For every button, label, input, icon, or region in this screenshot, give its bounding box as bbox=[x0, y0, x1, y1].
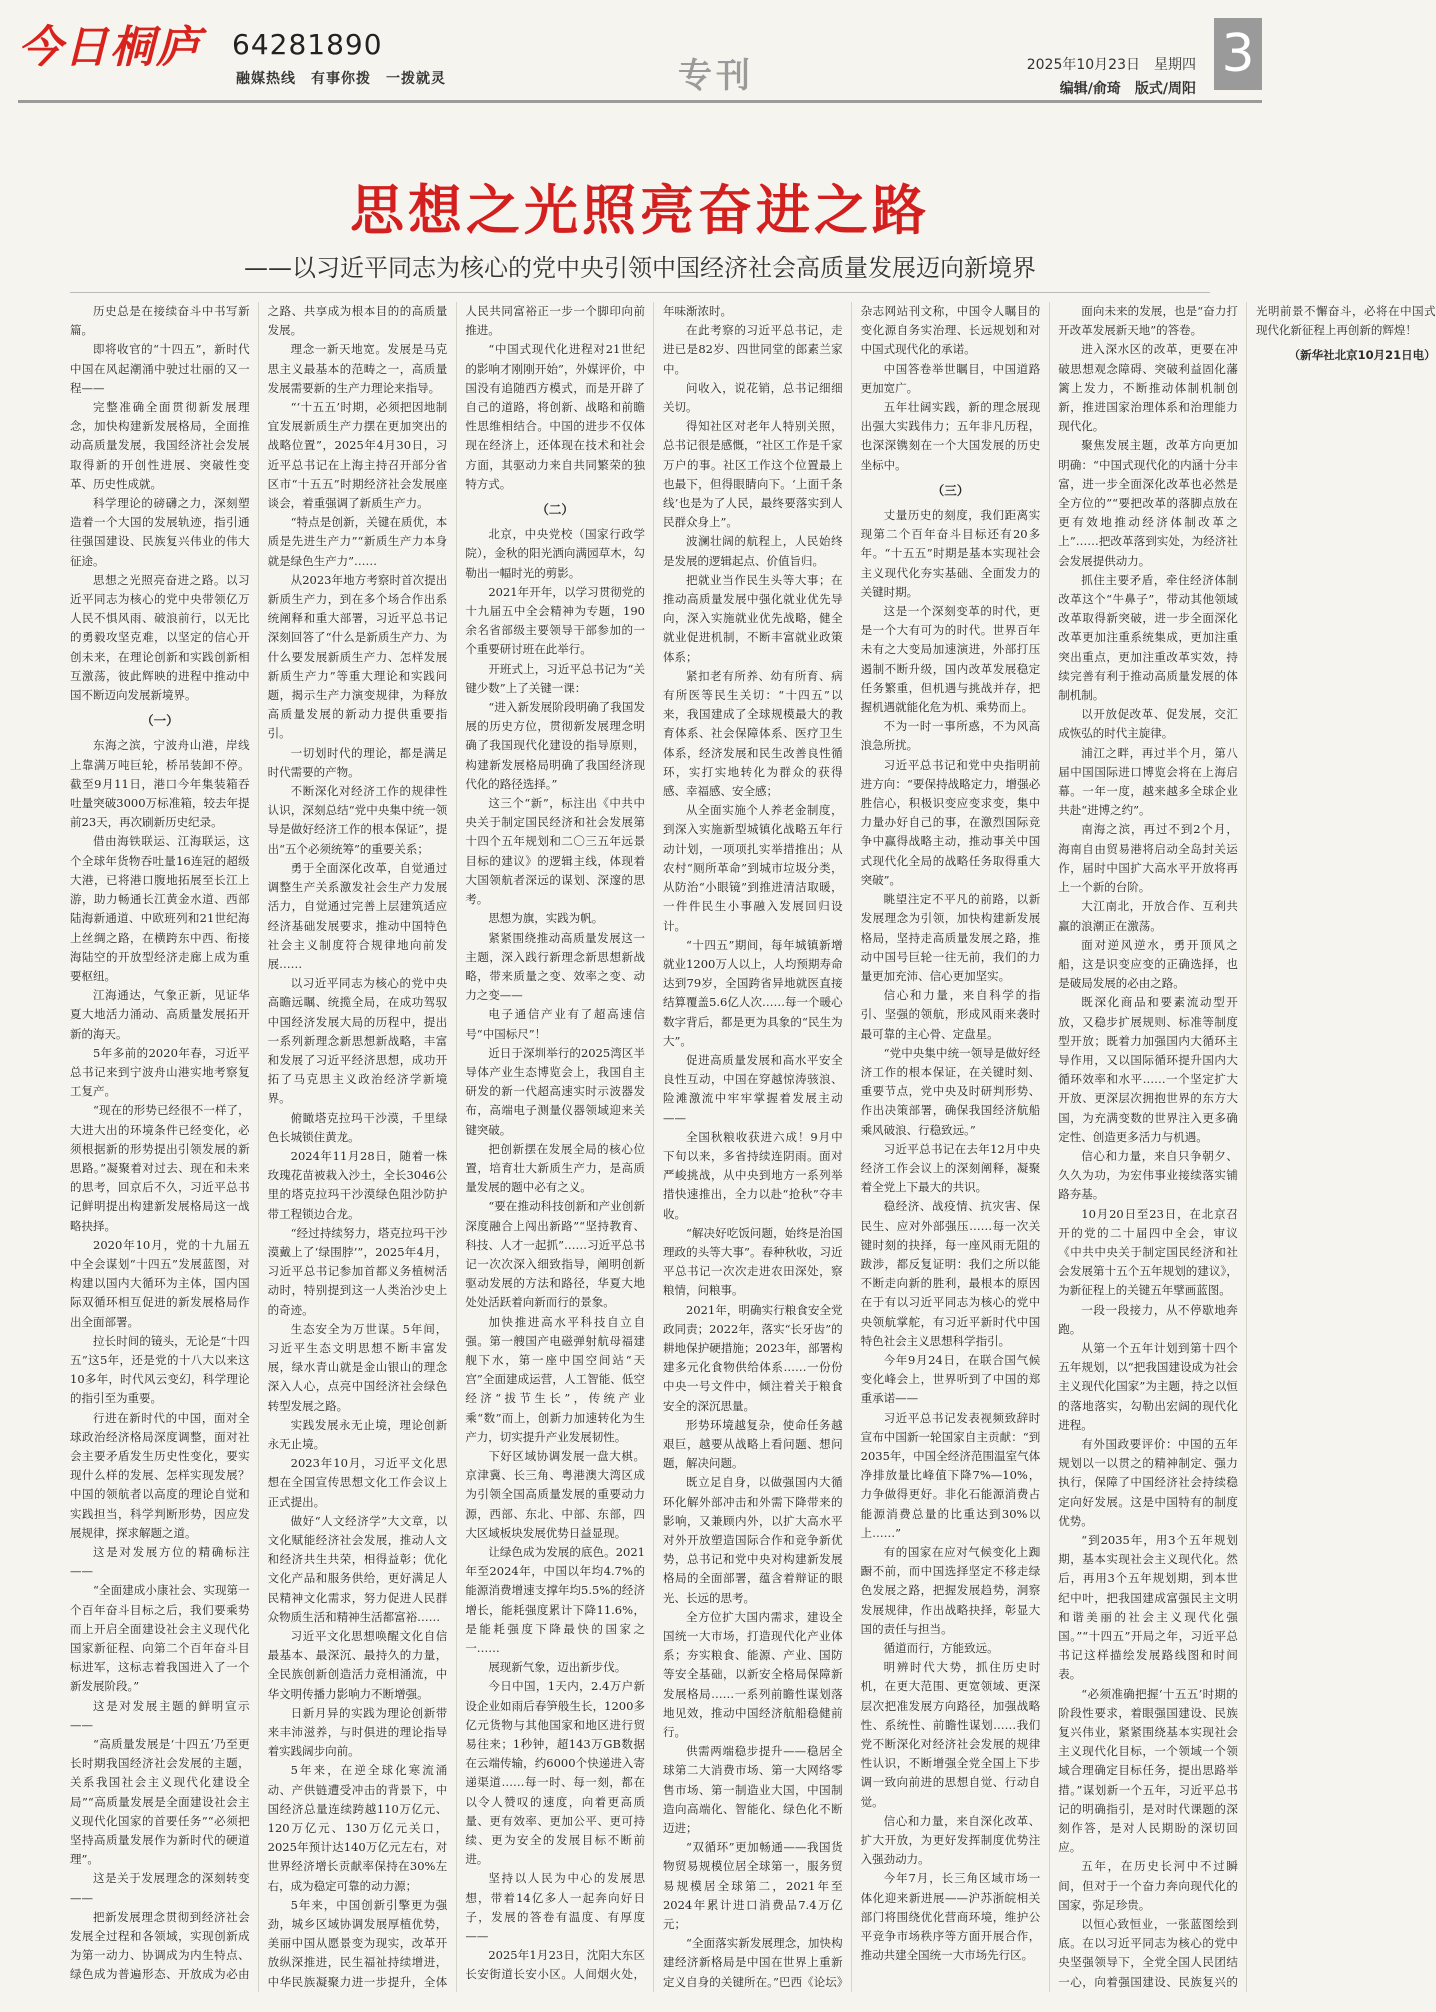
article-paragraph: 这三个“新”，标注出《中共中央关于制定国民经济和社会发展第十四个五年规划和二〇三五年远景目标的建议》的逻辑主线，体现着大国领航者深远的谋划、深邃的思考。 bbox=[465, 796, 645, 907]
article-paragraph: 浦江之畔，再过半个月，第八届中国国际进口博览会将在上海启幕。一年一度，越来越多全球企业共赴“进博之约”。 bbox=[1058, 745, 1238, 818]
article-paragraph: 不断深化对经济工作的规律性认识，深刻总结“党中央集中统一领导是做好经济工作的根本保证”，提出“五个必须统筹”的重要关系； bbox=[267, 784, 448, 856]
article-paragraph: 借由海铁联运、江海联运，这个全球年货物吞吐量16连冠的超级大港，已将港口腹地拓展至长江上游，助力畅通长江黄金水道、西部陆海新通道、中欧班列和21世纪海上丝绸之路，在横跨东中西、衔接海陆空的开放型经济走廊上成为重要枢纽。 bbox=[70, 834, 250, 983]
article-paragraph: 进入深水区的改革，更要在冲破思想观念障碍、突破利益固化藩篱上发力，不断推动体制机制创新，推进国家治理体系和治理能力现代化。 bbox=[1058, 342, 1238, 434]
article-subheadline: ——以习近平同志为核心的党中央引领中国经济社会高质量发展迈向新境界 bbox=[244, 254, 1036, 282]
article-headline: 思想之光照亮奋进之路 bbox=[350, 179, 930, 242]
article-paragraph: 习近平文化思想唤醒文化自信最基本、最深沉、最持久的力量，全民族创新创造活力竞相涌流，中华文明传播力影响力不断增强。 bbox=[267, 1629, 448, 1701]
article-paragraph: 五年，在历史长河中不过瞬间，但对于一个奋力奔向现代化的国家，弥足珍贵。 bbox=[1058, 1859, 1238, 1912]
masthead bbox=[18, 18, 1262, 98]
article-paragraph: 拉长时间的镜头，无论是“十四五”这5年，还是党的十八大以来这10多年，时代风云变幻，科学理论的指引至为重要。 bbox=[70, 1333, 250, 1406]
article-paragraph: 把就业当作民生头等大事；在推动高质量发展中强化就业优先导向，深入实施就业优先战略，健全就业促进机制，不断丰富就业政策体系； bbox=[662, 572, 843, 664]
article-paragraph: 以开放促改革、促发展，交汇成恢弘的时代主旋律。 bbox=[1058, 707, 1238, 741]
section-heading: （三） bbox=[931, 482, 970, 498]
article-paragraph: 有外国政要评价：中国的五年规划以一以贯之的精神制定、强力执行，保障了中国经济社会持续稳定向好发展。这是中国特有的制度优势。 bbox=[1058, 1436, 1238, 1528]
article-paragraph: 从全面实施个人养老金制度，到深入实施新型城镇化战略五年行动计划，一项项扎实举措推出；从农村“厕所革命”到城市垃圾分类，从防治“小眼镜”到推进清洁取暖，一件件民生小事融入发展回归设计。 bbox=[662, 803, 843, 933]
article-paragraph: 形势环境越复杂，使命任务越艰巨，越要从战略上看问题、想问题，解决问题。 bbox=[662, 1417, 843, 1471]
article-paragraph: 大江南北，开放合作、互利共赢的浪潮正在激荡。 bbox=[1058, 899, 1238, 933]
article-paragraph: 五年壮阔实践，新的理念展现出强大实践伟力；五年非凡历程，也深深镌刻在一个大国发展的历史坐标中。 bbox=[860, 400, 1041, 472]
article-paragraph: 既深化商品和要素流动型开放，又稳步扩展规则、标准等制度型开放；既着力加强国内大循环主导作用，又以国际循环提升国内大循环效率和水平……一个坚定扩大开放、更深层次拥抱世界的东方大国，为充满变数的世界注入更多确定性、创造更多活力与机遇。 bbox=[1058, 995, 1238, 1144]
article-paragraph: 展现新气象，迈出新步伐。 bbox=[488, 1660, 627, 1675]
article-paragraph: 以习近平同志为核心的党中央高瞻远瞩、统揽全局，在成功驾驭中国经济发展大局的历程中，提出一系列新理念新思想新战略，丰富和发展了习近平经济思想，成功开拓了马克思主义政治经济学新境界。 bbox=[267, 976, 448, 1106]
article-paragraph: 完整准确全面贯彻新发展理念，加快构建新发展格局，全面推动高质量发展，我国经济社会发展取得新的开创性进展、突破性变革、历史性成就。 bbox=[70, 400, 250, 491]
article-paragraph: 从2023年地方考察时首次提出新质生产力，到在多个场合作出系统阐释和重大部署，习近平总书记深刻回答了“什么是新质生产力、为什么要发展新质生产力、怎样发展新质生产力”等重大理论和实践问题，揭示生产力演变规律，为释放高质量发展的新动力提供重要指引。 bbox=[267, 572, 448, 741]
article-paragraph: 不为一时一事所惑，不为风高浪急所扰。 bbox=[860, 719, 1041, 753]
article-paragraph: 坚持以人民为中心的发展思想，带着14亿多人一起奔向好日子，发展的答卷有温度、有厚度—— bbox=[465, 1871, 645, 1944]
article-paragraph: “高质量发展是‘十四五’乃至更长时期我国经济社会发展的主题，关系我国社会主义现代化建设全局”“高质量发展是全面建设社会主义现代化国家的首要任务”“必须把坚持高质量发展作为新时代的硬道理”。 bbox=[70, 1737, 250, 1867]
issue-date: 2025年10月23日 星期四 bbox=[1026, 57, 1196, 73]
article-paragraph: 近日于深圳举行的2025湾区半导体产业生态博览会上，我国自主研发的新一代超高速实时示波器发布，高端电子测量仪器领域迎来关键突破。 bbox=[465, 1045, 645, 1137]
article-paragraph: 在此考察的习近平总书记，走进已是82岁、四世同堂的郎素兰家中。 bbox=[662, 323, 843, 376]
article-paragraph: 循道而行，方能致远。 bbox=[883, 1641, 999, 1656]
article-paragraph: 这是对发展主题的鲜明宣示—— bbox=[70, 1698, 250, 1732]
article-paragraph: 科学理论的磅礴之力，深刻塑造着一个大国的发展轨迹，指引通往强国建设、民族复兴伟业的伟大征途。 bbox=[70, 496, 250, 568]
article-paragraph: 习近平总书记在去年12月中央经济工作会议上的深刻阐释，凝聚着全党上下最大的共识。 bbox=[860, 1141, 1041, 1195]
article-paragraph: 让绿色成为发展的底色。2021年至2024年，中国以年均4.7%的能源消费增速支撑年均5.5%的经济增长，能耗强度累计下降11.6%，是能耗强度下降最快的国家之一…… bbox=[465, 1545, 645, 1656]
article-paragraph: 南海之滨，再过不到2个月，海南自由贸易港将启动全岛封关运作，届时中国扩大高水平开放将再上一个新的台阶。 bbox=[1058, 822, 1238, 895]
article-paragraph: “现在的形势已经很不一样了，大进大出的环境条件已经变化，必须根据新的形势提出引领发展的新思路。”凝聚着对过去、现在和未来的思考，回京后不久，习近平总书记鲜明提出构建新发展格局这一战略抉择。 bbox=[70, 1103, 250, 1233]
article-paragraph: 思想为旗，实践为帆。 bbox=[488, 911, 604, 926]
article-paragraph: “解决好吃饭问题，始终是治国理政的头等大事”。春种秋收，习近平总书记一次次走进农田深处，察粮情，问粮事。 bbox=[662, 1225, 843, 1298]
article-paragraph: 抓住主要矛盾，牵住经济体制改革这个“牛鼻子”，带动其他领域改革取得新突破，进一步全面深化改革更加注重系统集成，更加注重突出重点，更加注重改革实效，持续完善有利于推动高质量发展的体制机制。 bbox=[1058, 572, 1238, 703]
article-paragraph: 把新发展理念贯彻到经济社会发展全过程和各领域，实现创新成为第一动力、协调成为内生特点、绿色成为普遍形态、开放成为必由之路、共享成为根本目的的高质量发展。 bbox=[70, 304, 448, 1982]
article-paragraph: 5年来，中国创新引擎更为强劲，城乡区域协调发展厚植优势，美丽中国从愿景变为现实，改革开放纵深推进，民生福祉持续增进，中华民族凝聚力进一步提升，全体人民共同富裕正一步一个脚印向前推进。 bbox=[267, 304, 645, 1989]
article-paragraph: 今年7月，长三角区域市场一体化迎来新进展——沪苏浙皖相关部门将围绕优化营商环境，维护公平竞争市场秩序等方面开展合作，推动共建全国统一大市场先行区。 bbox=[860, 1871, 1041, 1963]
article-paragraph: 2024年11月28日，随着一株玫瑰花苗被栽入沙土，全长3046公里的塔克拉玛干沙漠绿色阻沙防护带工程锁边合龙。 bbox=[267, 1148, 448, 1221]
article-paragraph: 全国秋粮收获进六成！9月中下旬以来，多省持续连阴雨。面对严峻挑战，从中央到地方一系列举措快速推出，全力以赴“抢秋”夺丰收。 bbox=[662, 1129, 843, 1221]
article-paragraph: 既立足自身，以做强国内大循环化解外部冲击和外需下降带来的影响，又兼顾内外，以扩大高水平对外开放塑造国际合作和竞争新优势，总书记和党中央对构建新发展格局的全面部署，蕴含着辩证的眼光、长远的思考。 bbox=[662, 1475, 843, 1605]
article-paragraph: 明辨时代大势，抓住历史时机，在更大范围、更宽领域、更深层次把准发展方向路径，加强战略性、系统性、前瞻性谋划……我们党不断深化对经济社会发展的规律性认识，不断增强全党全国上下步调一致向前进的思想自觉、行动自觉。 bbox=[860, 1660, 1041, 1809]
section-heading: （一） bbox=[141, 713, 179, 729]
article-paragraph: 稳经济、战疫情、抗灾害、保民生、应对外部强压……每一次关键时刻的抉择，每一座风雨无阻的跋涉，都反复证明：我们之所以能不断走向新的胜利，最根本的原因在于有以习近平同志为核心的党中央领航掌舵，有习近平新时代中国特色社会主义思想科学指引。 bbox=[860, 1199, 1041, 1348]
article-paragraph: 实践发展永无止境，理论创新永无止境。 bbox=[267, 1417, 448, 1451]
article-paragraph: 电子通信产业有了超高速信号“中国标尺”！ bbox=[465, 1007, 645, 1041]
article-paragraph: 今年9月24日，在联合国气候变化峰会上，世界听到了中国的郑重承诺—— bbox=[860, 1352, 1041, 1406]
article-paragraph: 做好“人文经济学”大文章，以文化赋能经济社会发展，推动人文和经济共生共荣，相得益彰；优化文化产品和服务供给，更好满足人民精神文化需求，努力促进人民群众物质生活和精神生活都富裕…… bbox=[267, 1513, 448, 1624]
article-paragraph: “必须准确把握‘十五五’时期的阶段性要求，着眼强国建设、民族复兴伟业，紧紧围绕基本实现社会主义现代化目标，一个领域一个领域合理确定目标任务，提出思路举措。”谋划新一个五年，习近平总书记的明确指引，是对时代课题的深刻作答，是对人民期盼的深切回应。 bbox=[1058, 1686, 1238, 1855]
article-paragraph: 信心和力量，来自只争朝夕、久久为功，为宏伟事业接续落实铺路夯基。 bbox=[1058, 1148, 1238, 1202]
article-paragraph: 江海通达，气象正新，见证华夏大地活力涌动、高质量发展拓开新的海天。 bbox=[70, 988, 250, 1041]
article-paragraph: 今日中国，1天内，2.4万户新设企业如雨后春笋般生长，1200多亿元货物与其他国家和地区进行贸易往来；1秒钟，超143万GB数据在云端传输，约6000个快递进入寄递渠道……每一时、每一刻，都在以令人赞叹的速度，向着更高质量、更有效率、更加公平、更可持续、更为安全的发展目标不断前进。 bbox=[465, 1679, 645, 1867]
article-paragraph: 2021年开年，以学习贯彻党的十九届五中全会精神为专题，190余名省部级主要领导干部参加的一个重要研讨班在此举行。 bbox=[465, 584, 645, 657]
article-paragraph: “要在推动科技创新和产业创新深度融合上闯出新路”“坚持教育、科技、人才一起抓”……习近平总书记一次次深入细致指导，阐明创新驱动发展的方法和路径，华夏大地处处活跃着向新而行的景象。 bbox=[465, 1199, 645, 1310]
article-paragraph: 思想之光照亮奋进之路。以习近平同志为核心的党中央带领亿万人民不惧风雨、破浪前行，以无比的勇毅攻坚克难，以坚定的信心开创未来，在理论创新和实践创新相互激荡，彼此辉映的进程中推动中国不断迈向发展新境界。 bbox=[70, 572, 250, 703]
article-paragraph: 2020年10月，党的十九届五中全会谋划“十四五”发展蓝图，对构建以国内大循环为主体，国内国际双循环相互促进的新发展格局作出全面部署。 bbox=[70, 1237, 250, 1329]
article-paragraph: 2021年，明确实行粮食安全党政同责；2022年，落实“长牙齿”的耕地保护硬措施；2023年，部署构建多元化食物供给体系……一份份中央一号文件中，倾注着关于粮食安全的深沉思量。 bbox=[662, 1302, 843, 1413]
article-dateline: （新华社北京10月21日电） bbox=[1288, 348, 1436, 363]
article-paragraph: “到2035年，用3个五年规划期，基本实现社会主义现代化。然后，再用3个五年规划期，到本世纪中叶，把我国建成富强民主文明和谐美丽的社会主义现代化强国。”“十四五”开局之年，习近平总书记这样描绘发展路线图和时间表。 bbox=[1058, 1533, 1238, 1682]
article-paragraph: 理念一新天地宽。发展是马克思主义最基本的范畴之一，高质量发展需要新的生产力理论来指导。 bbox=[267, 342, 448, 395]
article-paragraph: 5年多前的2020年春，习近平总书记来到宁波舟山港实地考察复工复产。 bbox=[70, 1045, 250, 1099]
article-paragraph: 中国答卷举世瞩目，中国道路更加宽广。 bbox=[860, 361, 1041, 395]
article-paragraph: 有的国家在应对气候变化上踟蹰不前，而中国选择坚定不移走绿色发展之路，把握发展趋势，洞察发展规律，作出战略抉择，彰显大国的责任与担当。 bbox=[860, 1545, 1041, 1636]
article-paragraph: 以恒心致恒业，一张蓝图绘到底。在以习近平同志为核心的党中央坚强领导下，全党全国人民团结一心，向着强国建设、民族复兴的光明前景不懈奋斗，必将在中国式现代化新征程上再创新的辉煌！ bbox=[1058, 304, 1436, 1989]
article-paragraph: 加快推进高水平科技自立自强。第一艘国产电磁弹射航母福建舰下水，第一座中国空间站“天宫”全面建成运营，人工智能、低空经济“拔节生长”，传统产业乘“数”而上，创新力加速转化为生产力，切实提升产业发展韧性。 bbox=[465, 1314, 645, 1444]
headline-divider bbox=[70, 292, 1210, 293]
section-name: 专刊 bbox=[678, 56, 754, 96]
article-paragraph: 紧扣老有所养、幼有所育、病有所医等民生关切：“十四五”以来，我国建成了全球规模最大的教育体系、社会保障体系、医疗卫生体系，经济发展和民生改善良性循环，实打实地转化为群众的获得感、幸福感、安全感； bbox=[662, 668, 843, 799]
article-paragraph: 把创新摆在发展全局的核心位置，培育壮大新质生产力，是高质量发展的题中必有之义。 bbox=[465, 1141, 645, 1195]
article-paragraph: 生态安全为万世谋。5年间，习近平生态文明思想不断丰富发展，绿水青山就是金山银山的理念深入人心，点亮中国经济社会绿色转型发展之路。 bbox=[267, 1321, 448, 1413]
article-paragraph: 即将收官的“十四五”，新时代中国在风起潮涌中驶过壮丽的又一程—— bbox=[70, 342, 250, 395]
article-paragraph: 问收入，说花销，总书记细细关切。 bbox=[662, 380, 843, 415]
article-paragraph: 聚焦发展主题，改革方向更加明确：“中国式现代化的内涵十分丰富，进一步全面深化改革也必然是全方位的”“要把改革的落脚点放在更有效地推动经济体制改革之上”……把改革落到实处，为经济社会发展提供动力。 bbox=[1058, 438, 1238, 568]
article-paragraph: 眺望注定不平凡的前路，以新发展理念为引领，加快构建新发展格局，坚持走高质量发展之路，推动中国号巨轮一往无前，我们的力量更加充沛、信心更加坚实。 bbox=[860, 892, 1041, 983]
masthead-divider bbox=[18, 100, 1262, 103]
article-paragraph: 一切划时代的理论，都是满足时代需要的产物。 bbox=[267, 745, 448, 779]
article-paragraph: 日新月异的实践为理论创新带来丰沛滋养，与时俱进的理论指导着实践阔步向前。 bbox=[267, 1705, 448, 1759]
article-paragraph: 得知社区对老年人特别关照，总书记很是感慨，“社区工作是千家万户的事。社区工作这个位置最上也最下，但得眼睛向下。‘上面千条线’也是为了人民，最终要落实到人民群众身上”。 bbox=[662, 419, 843, 530]
article-paragraph: 习近平总书记和党中央指明前进方向：“要保持战略定力，增强必胜信心，积极识变应变求变，集中力量办好自己的事，在激烈国际竞争中赢得战略主动，推动事关中国式现代化全局的战略任务取得重大突破”。 bbox=[860, 757, 1041, 887]
article-paragraph: 5年来，在逆全球化寒流涌动、产供链遭受冲击的背景下，中国经济总量连续跨越110万亿元、120万亿元、130万亿元关口，2025年预计达140万亿元左右，对世界经济增长贡献率保持在30%左右，成为稳定可靠的动力源； bbox=[267, 1763, 448, 1893]
article-paragraph: “双循环”更加畅通——我国货物贸易规模位居全球第一，服务贸易规模居全球第二，2021年至2024年累计进口消费品7.4万亿元； bbox=[662, 1840, 843, 1932]
hotline-slogan: 融媒热线 有事你拨 一拨就灵 bbox=[236, 71, 446, 87]
article-paragraph: 这是关于发展理念的深刻转变—— bbox=[70, 1871, 250, 1905]
article-paragraph: “‘十五五’时期，必须把因地制宜发展新质生产力摆在更加突出的战略位置”，2025年4月30日，习近平总书记在上海主持召开部分省区市“十五五”时期经济社会发展座谈会，着重强调了新质生产力。 bbox=[267, 400, 448, 511]
section-heading: （二） bbox=[536, 502, 574, 518]
article-paragraph: “全面建成小康社会、实现第一个百年奋斗目标之后，我们要乘势而上开启全面建设社会主义现代化国家新征程、向第二个百年奋斗目标进军，这标志着我国进入了一个新发展阶段。” bbox=[70, 1583, 250, 1694]
article-paragraph: 行进在新时代的中国，面对全球政治经济格局深度调整，面对社会主要矛盾发生历史性变化，要实现什么样的发展、怎样实现发展？中国的领航者以高度的理论自觉和实践担当，科学判断形势，因应发展规律，探求解题之道。 bbox=[70, 1410, 250, 1540]
article-paragraph: 东海之滨，宁波舟山港，岸线上靠满万吨巨轮，桥吊装卸不停。截至9月11日，港口今年集装箱吞吐量突破3000万标准箱，较去年提前23天，再次刷新历史纪录。 bbox=[70, 738, 250, 830]
article-paragraph: 这是对发展方位的精确标注—— bbox=[70, 1545, 250, 1579]
article-paragraph: 2023年10月，习近平文化思想在全国宣传思想文化工作会议上正式提出。 bbox=[267, 1456, 448, 1509]
article-paragraph: 从第一个五年计划到第十四个五年规划，以“把我国建设成为社会主义现代化国家”为主题，持之以恒的落地落实，勾勒出宏阔的现代化进程。 bbox=[1058, 1340, 1238, 1432]
article-paragraph: 面对逆风逆水，勇开顶风之船，这是识变应变的正确选择，也是破局发展的必由之路。 bbox=[1058, 937, 1238, 991]
article-paragraph: 信心和力量，来自深化改革、扩大开放，为更好发挥制度优势注入强劲动力。 bbox=[860, 1813, 1041, 1867]
article-paragraph: 面向未来的发展，也是“奋力打开改革发展新天地”的答卷。 bbox=[1058, 304, 1238, 338]
article-paragraph: 开班式上，习近平总书记为“关键少数”上了关键一课： bbox=[465, 661, 645, 695]
article-paragraph: 俯瞰塔克拉玛干沙漠，千里绿色长城锁住黄龙。 bbox=[267, 1110, 448, 1144]
article-paragraph: 全方位扩大国内需求，建设全国统一大市场，打造现代化产业体系；夯实粮食、能源、产业、国防等安全基础，以新安全格局保障新发展格局……一系列前瞻性谋划落地见效，推动中国经济航船稳健前行。 bbox=[662, 1609, 843, 1740]
article-paragraph: 这是一个深刻变革的时代，更是一个大有可为的时代。世界百年未有之大变局加速演进，外部打压遏制不断升级，国内改革发展稳定任务繁重，但机遇与挑战并存，把握机遇就能化危为机、乘势而上。 bbox=[860, 604, 1041, 715]
newspaper-logo: 今日桐庐 bbox=[18, 22, 202, 73]
article-paragraph: 一段一段接力，从不停歇地奔跑。 bbox=[1058, 1302, 1238, 1336]
page-number: 3 bbox=[1214, 18, 1262, 90]
article-paragraph: 信心和力量，来自科学的指引、坚强的领航，形成风雨来袭时最可靠的主心骨、定盘星。 bbox=[860, 988, 1041, 1041]
article-paragraph: “进入新发展阶段明确了我国发展的历史方位，贯彻新发展理念明确了我国现代化建设的指导原则，构建新发展格局明确了我国经济现代化的路径选择。” bbox=[465, 700, 645, 791]
editor-credits: 编辑/俞琦 版式/周阳 bbox=[1059, 81, 1196, 97]
article-paragraph: 勇于全面深化改革，自觉通过调整生产关系激发社会生产力发展活力，自觉通过完善上层建筑适应经济基础发展要求，推动中国特色社会主义制度符合规律地向前发展…… bbox=[267, 860, 448, 971]
article-paragraph: 供需两端稳步提升——稳居全球第二大消费市场、第一大网络零售市场、第一制造业大国，中国制造向高端化、智能化、绿色化不断迈进； bbox=[662, 1744, 843, 1836]
article-paragraph: “党中央集中统一领导是做好经济工作的根本保证，在关键时刻、重要节点，党中央及时研判形势、作出决策部署，确保我国经济航船乘风破浪、行稳致远。” bbox=[860, 1045, 1041, 1137]
article-paragraph: 丈量历史的刻度，我们距离实现第二个百年奋斗目标还有20多年。“十五五”时期是基本实现社会主义现代化夯实基础、全面发力的关键时期。 bbox=[860, 508, 1041, 599]
article-paragraph: 促进高质量发展和高水平安全良性互动，中国在穿越惊涛骇浪、险滩激流中牢牢掌握着发展主动—— bbox=[662, 1052, 843, 1125]
article-paragraph: 历史总是在接续奋斗中书写新篇。 bbox=[70, 304, 250, 338]
article-paragraph: 波澜壮阔的航程上，人民始终是发展的逻辑起点、价值旨归。 bbox=[662, 534, 843, 568]
article-paragraph: 北京，中央党校（国家行政学院），金秋的阳光洒向满园草木，勾勒出一幅时光的剪影。 bbox=[465, 527, 645, 580]
article-paragraph: “特点是创新，关键在质优，本质是先进生产力”“新质生产力本身就是绿色生产力”…… bbox=[267, 515, 448, 568]
hotline-number: 64281890 bbox=[232, 28, 383, 61]
article-paragraph: 10月20日至23日，在北京召开的党的二十届四中全会，审议《中共中央关于制定国民经济和社会发展第十五个五年规划的建议》，为新征程上的关键五年擘画蓝图。 bbox=[1058, 1206, 1238, 1298]
article-paragraph: “经过持续努力，塔克拉玛干沙漠戴上了‘绿围脖’”，2025年4月，习近平总书记参加首都义务植树活动时，特别提到这一人类治沙史上的奇迹。 bbox=[267, 1225, 448, 1317]
article-paragraph: 紧紧围绕推动高质量发展这一主题，深入践行新理念新思想新战略，带来质量之变、效率之变、动力之变—— bbox=[465, 930, 645, 1003]
article-body bbox=[70, 302, 1436, 1992]
article-paragraph: “中国式现代化进程对21世纪的影响才刚刚开始”，外媒评价，中国没有追随西方模式，而是开辟了自己的道路，将创新、战略和前瞻性思维相结合。中国的进步不仅体现在经济上，还体现在技术和社会方面，其驱动力来自共同繁荣的独特方式。 bbox=[465, 342, 645, 491]
article-paragraph: “全面落实新发展理念，加快构建经济新格局是中国在世界上重新定义自身的关键所在。”巴西《论坛》杂志网站刊文称，中国令人瞩目的变化源自务实治理、长远规划和对中国式现代化的承诺。 bbox=[662, 304, 1041, 1989]
article-paragraph: 习近平总书记发表视频致辞时宣布中国新一轮国家自主贡献：“到2035年，中国全经济范围温室气体净排放量比峰值下降7%—10%，力争做得更好。非化石能源消费占能源消费总量的比重达到30%以上……” bbox=[860, 1410, 1041, 1540]
article-paragraph: 2025年1月23日，沈阳大东区长安街道长安小区。人间烟火处，年味渐浓时。 bbox=[465, 304, 732, 1982]
article-paragraph: 下好区域协调发展一盘大棋。京津冀、长三角、粤港澳大湾区成为引领全国高质量发展的重要动力源，西部、东北、中部、东部，四大区域板块发展优势日益显现。 bbox=[465, 1448, 645, 1540]
article-paragraph: “十四五”期间，每年城镇新增就业1200万人以上，人均预期寿命达到79岁，全国跨省异地就医直接结算覆盖5.6亿人次……每一个暖心数字背后，都是更为具象的“民生为大”。 bbox=[662, 937, 843, 1048]
